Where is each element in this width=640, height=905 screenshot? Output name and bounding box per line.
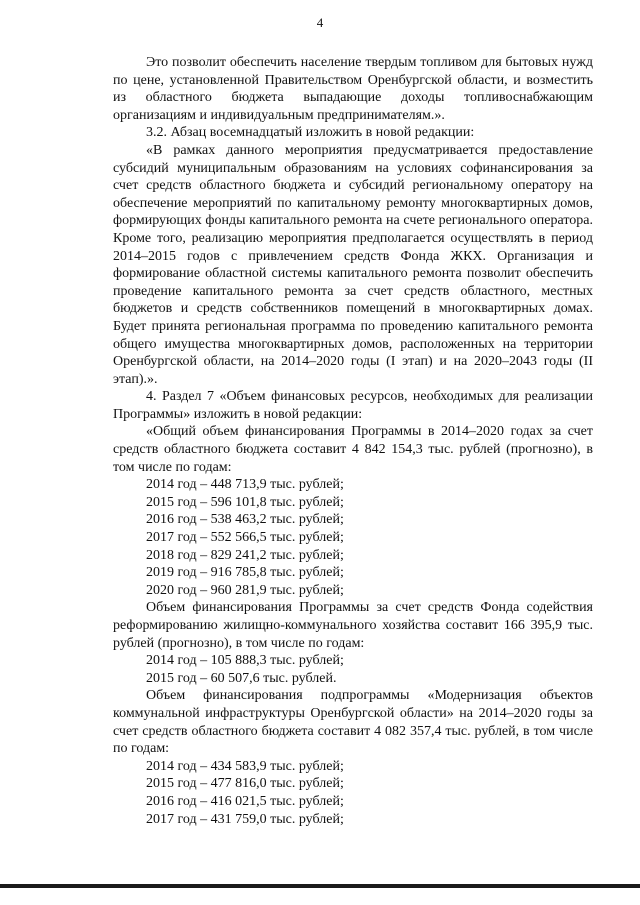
year-line: 2017 год – 431 759,0 тыс. рублей; xyxy=(146,811,344,827)
year-line: 2014 год – 105 888,3 тыс. рублей; xyxy=(146,653,344,669)
paragraph: Это позволит обеспечить население твердым топливом для бытовых нужд по цене, установленной Правительством Оренбургской области, и возместить из областного бюджета выпадающие доходы топливоснабжающим организациям и индивидуальным предпринимателям.». xyxy=(113,55,593,123)
bottom-scan-border xyxy=(0,884,640,888)
year-line: 2016 год – 538 463,2 тыс. рублей; xyxy=(146,512,344,528)
year-line: 2014 год – 448 713,9 тыс. рублей; xyxy=(146,477,344,493)
year-line: 2020 год – 960 281,9 тыс. рублей; xyxy=(146,582,344,598)
document-body xyxy=(113,54,593,828)
year-line: 2018 год – 829 241,2 тыс. рублей; xyxy=(146,547,344,563)
year-line: 2015 год – 596 101,8 тыс. рублей; xyxy=(146,494,344,510)
paragraph: 4. Раздел 7 «Объем финансовых ресурсов, необходимых для реализации Программы» изложить в новой редакции: xyxy=(113,389,593,422)
year-line: 2017 год – 552 566,5 тыс. рублей; xyxy=(146,530,344,546)
paragraph: «Общий объем финансирования Программы в 2014–2020 годах за счет средств областного бюджета составит 4 842 154,3 тыс. рублей (прогнозно), в том числе по годам: xyxy=(113,424,593,475)
page-number: 4 xyxy=(316,15,324,30)
year-line: 2014 год – 434 583,9 тыс. рублей; xyxy=(146,758,344,774)
paragraph: Объем финансирования подпрограммы «Модернизация объектов коммунальной инфраструктуры Оренбургской области» на 2014–2020 годы за счет средств областного бюджета составит 4 082 357,4 тыс. рублей, в том числе по годам: xyxy=(113,688,593,757)
year-line: 2015 год – 477 816,0 тыс. рублей; xyxy=(146,776,344,792)
paragraph: 3.2. Абзац восемнадцатый изложить в новой редакции: xyxy=(146,125,475,141)
paragraph: Объем финансирования Программы за счет средств Фонда содействия реформированию жилищно-коммунального хозяйства составит 166 395,9 тыс. рублей (прогнозно), в том числе по годам: xyxy=(113,600,593,651)
year-line: 2016 год – 416 021,5 тыс. рублей; xyxy=(146,793,344,809)
paragraph: «В рамках данного мероприятия предусматривается предоставление субсидий муниципальным образованиям на условиях софинансирования за счет средств областного бюджета и субсидий региональному оператору на обеспечение мероприятий по капитальному ремонту многоквартирных домов, формирующих фонды капитального ремонта на счете регионального оператора. Кроме того, реализацию мероприятия предполагается осуществлять в период 2014–2015 годов с привлечением средств Фонда ЖКХ. Организация и формирование областной системы капитального ремонта позволит обеспечить проведение капитального ремонта за счет средств областного, местных бюджетов и средств собственников помещений в многоквартирных домах. Будет принята региональная программа по проведению капитального ремонта общего имущества многоквартирных домов, расположенных на территории Оренбургской области, на 2014–2020 годы (I этап) и на 2020–2043 годы (II этап).». xyxy=(113,142,593,387)
year-line: 2015 год – 60 507,6 тыс. рублей. xyxy=(146,670,337,686)
year-line: 2019 год – 916 785,8 тыс. рублей; xyxy=(146,565,344,581)
